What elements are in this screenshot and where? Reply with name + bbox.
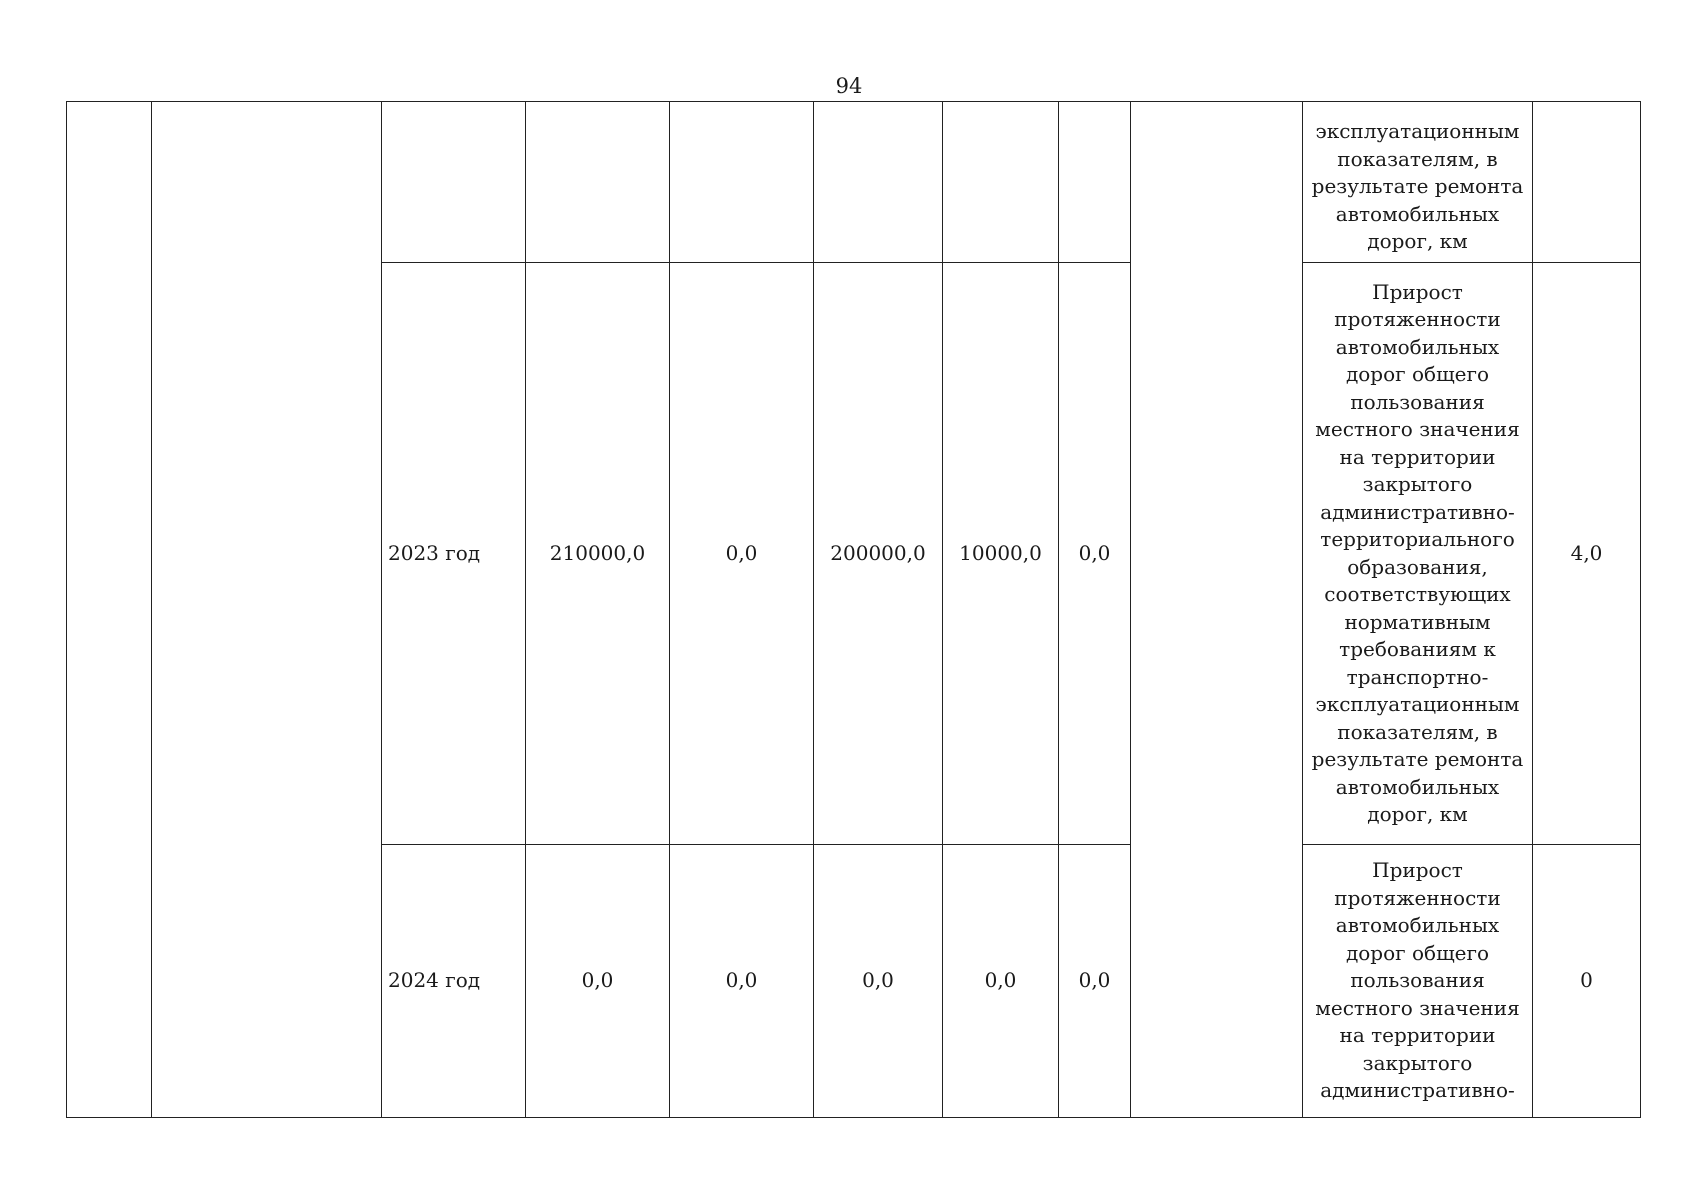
indicator-value-cell: 4,0: [1533, 263, 1641, 845]
local-budget-cell: 10000,0: [943, 263, 1059, 845]
row-number-cell: [67, 102, 152, 1118]
other-sources-cell: [1059, 102, 1131, 263]
indicator-cell: Прирост протяженности автомобильных дорог общего пользования местного значения на территории закрытого административно-: [1303, 845, 1533, 1118]
activity-name-cell: [152, 102, 382, 1118]
local-budget-cell: [943, 102, 1059, 263]
federal-budget-cell: 0,0: [670, 845, 814, 1118]
other-sources-cell: 0,0: [1059, 263, 1131, 845]
total-cell: 210000,0: [526, 263, 670, 845]
executor-cell: [1131, 102, 1303, 1118]
table-row: [67, 102, 1641, 263]
year-cell: [382, 102, 526, 263]
total-cell: 0,0: [526, 845, 670, 1118]
indicator-cell: эксплуатационным показателям, в результате ремонта автомобильных дорог, км: [1303, 102, 1533, 263]
indicator-cell: Прирост протяженности автомобильных дорог общего пользования местного значения на территории закрытого административно-территориального образования, соответствующих нормативным требованиям к транспортно-эксплуатационным показателям, в результате ремонта автомобильных дорог, км: [1303, 263, 1533, 845]
page-number: 94: [835, 74, 863, 98]
indicator-value-cell: [1533, 102, 1641, 263]
federal-budget-cell: [670, 102, 814, 263]
year-cell: 2023 год: [382, 263, 526, 845]
regional-budget-cell: [814, 102, 943, 263]
total-cell: [526, 102, 670, 263]
local-budget-cell: 0,0: [943, 845, 1059, 1118]
year-cell: 2024 год: [382, 845, 526, 1118]
program-table: [66, 101, 1641, 1118]
regional-budget-cell: 0,0: [814, 845, 943, 1118]
federal-budget-cell: 0,0: [670, 263, 814, 845]
regional-budget-cell: 200000,0: [814, 263, 943, 845]
indicator-value-cell: 0: [1533, 845, 1641, 1118]
other-sources-cell: 0,0: [1059, 845, 1131, 1118]
